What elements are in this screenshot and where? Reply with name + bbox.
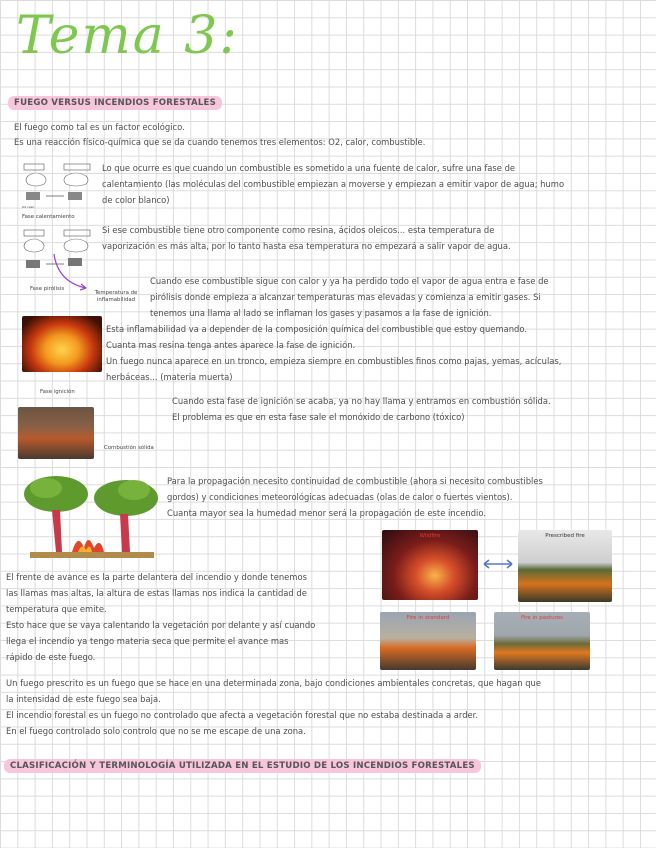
section-heading-fuego: FUEGO VERSUS INCENDIOS FORESTALES <box>8 96 222 110</box>
para-final <box>6 675 651 739</box>
caption-pirolisis: Fase pirólisis <box>30 286 65 292</box>
text-line: El frente de avance es la parte delantera del incendio y donde tenemos <box>6 572 307 582</box>
text-line: las llamas mas altas, la altura de estas llamas nos indica la cantidad de <box>6 588 307 598</box>
svg-text:O2 calor: O2 calor <box>22 205 35 209</box>
fire-pasture-photo <box>494 612 590 670</box>
text-line: Lo que ocurre es que cuando un combustible es sometido a una fuente de calor, sufre una fase de <box>102 163 516 173</box>
fire-standard-photo <box>380 612 476 670</box>
para-propagacion <box>167 473 637 521</box>
para-frente <box>6 569 376 665</box>
caption-solida: Combustión sólida <box>104 445 154 451</box>
text-line: vaporización es más alta, por lo tanto hasta esa temperatura no empezará a salir vapor de agua. <box>102 241 511 251</box>
text-line: temperatura que emite. <box>6 604 107 614</box>
text-line: Si ese combustible tiene otro componente como resina, ácidos oleicos... esta temperatura de <box>102 225 495 235</box>
text-line: de color blanco) <box>102 195 170 205</box>
para-resina <box>102 222 647 254</box>
text-line: Cuando ese combustible sigue con calor y ya ha perdido todo el vapor de agua entra e fase de <box>150 276 549 286</box>
text-line: calentamiento (las moléculas del combustible empiezan a moverse y empiezan a emitir vapor de agua; humo <box>102 179 565 189</box>
diagram-calentamiento <box>18 162 98 210</box>
caption-calentamiento: Fase calentamiento <box>22 214 75 220</box>
text-line: pirólisis donde empieza a alcanzar temperaturas mas elevadas y comienza a emitir gases. Si <box>150 292 541 302</box>
text-line: Esto hace que se vaya calentando la vegetación por delante y así cuando <box>6 620 316 630</box>
text-line: la intensidad de este fuego sea baja. <box>6 694 161 704</box>
double-arrow-icon <box>480 558 516 570</box>
text-line: Cuando esta fase de ignición se acaba, ya no hay llama y entramos en combustión sólida. <box>172 396 551 406</box>
text-line: Esta inflamabilidad va a depender de la composición química del combustible que estoy quemando. <box>106 324 527 334</box>
photo-label: Prescribed fire <box>545 533 585 539</box>
solid-combustion-image <box>18 407 94 459</box>
text-line: herbáceas... (materia muerta) <box>106 372 233 382</box>
text-line: En el fuego controlado solo controlo que no se me escape de una zona. <box>6 726 306 736</box>
prescribed-fire-photo <box>518 530 612 602</box>
intro-line: El fuego como tal es un factor ecológico. <box>14 122 185 132</box>
caption-ignicion: Fase ignición <box>40 389 75 395</box>
para-calentamiento <box>102 160 647 208</box>
wildfire-photo <box>382 530 478 600</box>
section-heading-clasificacion: CLASIFICACIÓN Y TERMINOLOGÍA UTILIZADA EN EL ESTUDIO DE LOS INCENDIOS FORESTALES <box>4 759 481 773</box>
text-line: El problema es que en esta fase sale el monóxido de carbono (tóxico) <box>172 412 465 422</box>
photo-label: Wildfire <box>419 533 441 539</box>
intro-text <box>14 119 425 150</box>
text-line: Para la propagación necesito continuidad de combustible (ahora si necesito combustibles <box>167 476 543 486</box>
para-pirolisis <box>150 273 640 321</box>
text-line: rápido de este fuego. <box>6 652 96 662</box>
text-line: Cuanta mas resina tenga antes aparece la fase de ignición. <box>106 340 356 350</box>
text-line: tenemos una llama al lado se inflaman los gases y pasamos a la fase de ignición. <box>150 308 492 318</box>
text-line: Un fuego prescrito es un fuego que se hace en una determinada zona, bajo condiciones ambientales concretas, que hagan que <box>6 678 541 688</box>
text-line: llega el incendio ya tengo materia seca que permite el avance mas <box>6 636 289 646</box>
para-solida <box>172 393 642 425</box>
photo-label: Fire in pastures <box>520 615 564 621</box>
para-ignicion <box>106 321 646 385</box>
page-title: Tema 3: <box>16 6 239 66</box>
text-line: Un fuego nunca aparece en un tronco, empieza siempre en combustibles finos como pajas, yemas, acículas, <box>106 356 562 366</box>
text-line: El incendio forestal es un fuego no controlado que afecta a vegetación forestal que no estaba destinada a arder. <box>6 710 479 720</box>
fire-ignition-image <box>22 316 102 372</box>
tree-fire-illustration <box>22 470 162 562</box>
text-line: Cuanta mayor sea la humedad menor será la propagación de este incendio. <box>167 508 487 518</box>
caption-temperatura: Temperatura de inflamabilidad <box>94 290 138 303</box>
intro-line: Es una reacción físico-química que se da cuando tenemos tres elementos: O2, calor, combustible. <box>14 137 426 147</box>
photo-label: Fire in standard <box>406 615 450 621</box>
text-line: gordos) y condiciones meteorológicas adecuadas (olas de calor o fuertes vientos). <box>167 492 513 502</box>
